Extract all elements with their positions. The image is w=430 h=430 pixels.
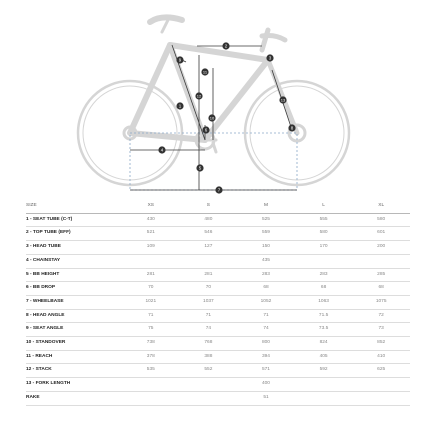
table-row (26, 323, 410, 337)
row-label: 9 - SEAT ANGLE (26, 323, 122, 337)
row-label: 2 - TOP TUBE (EFF) (26, 227, 122, 241)
cell-value: 51 (237, 391, 295, 405)
row-label: RAKE (26, 391, 122, 405)
cell-value: 1037 (180, 295, 238, 309)
svg-text:4: 4 (160, 147, 164, 153)
marker-6 (202, 126, 209, 133)
cell-value: 127 (180, 241, 238, 255)
table-row (26, 337, 410, 351)
marker-3 (266, 54, 273, 61)
marker-13 (279, 96, 286, 103)
row-label: 7 - WHEELBASE (26, 295, 122, 309)
cell-value (122, 391, 180, 405)
marker-4 (158, 146, 165, 153)
cell-value: 70 (122, 282, 180, 296)
marker-11 (201, 68, 208, 75)
marker-8 (288, 124, 295, 131)
marker-7 (215, 186, 222, 193)
cell-value: 410 (352, 350, 410, 364)
row-label: 8 - HEAD ANGLE (26, 309, 122, 323)
cell-value: 150 (237, 241, 295, 255)
header-m: M (237, 200, 295, 213)
cell-value (352, 378, 410, 392)
cell-value: 601 (352, 227, 410, 241)
svg-text:12: 12 (196, 93, 202, 99)
geometry-table (26, 200, 410, 406)
table-row (26, 227, 410, 241)
row-label: 13 - FORK LENGTH (26, 378, 122, 392)
svg-text:1: 1 (178, 103, 182, 109)
svg-text:6: 6 (204, 127, 208, 133)
header-size: SIZE (26, 200, 122, 213)
row-label: 5 - BB HEIGHT (26, 268, 122, 282)
cell-value: 73 (352, 323, 410, 337)
cell-value: 170 (295, 241, 353, 255)
cell-value: 75 (122, 323, 180, 337)
cell-value: 430 (122, 213, 180, 227)
svg-text:9: 9 (178, 57, 182, 63)
cell-value: 800 (237, 337, 295, 351)
cell-value (180, 391, 238, 405)
table-header-row (26, 200, 410, 213)
cell-value: 559 (237, 227, 295, 241)
svg-text:5: 5 (198, 165, 202, 171)
cell-value (352, 254, 410, 268)
cell-value: 1075 (352, 295, 410, 309)
cell-value: 405 (295, 350, 353, 364)
cell-value: 1052 (237, 295, 295, 309)
cell-value: 109 (122, 241, 180, 255)
marker-12 (195, 92, 202, 99)
cell-value: 281 (122, 268, 180, 282)
svg-text:3: 3 (268, 55, 272, 61)
marker-9 (176, 56, 183, 63)
cell-value (122, 378, 180, 392)
row-label: 12 - STACK (26, 364, 122, 378)
cell-value: 74 (237, 323, 295, 337)
cell-value: 852 (352, 337, 410, 351)
table-body (26, 213, 410, 405)
cell-value: 200 (352, 241, 410, 255)
header-s: S (180, 200, 238, 213)
row-label: 4 - CHAINSTAY (26, 254, 122, 268)
cell-value: 525 (237, 213, 295, 227)
cell-value (352, 391, 410, 405)
cell-value: 71 (180, 309, 238, 323)
cell-value: 1021 (122, 295, 180, 309)
cell-value: 68 (237, 282, 295, 296)
svg-text:13: 13 (280, 97, 286, 103)
cell-value: 285 (352, 268, 410, 282)
row-label: 6 - BB DROP (26, 282, 122, 296)
table-row (26, 391, 410, 405)
svg-text:2: 2 (224, 43, 228, 49)
cell-value: 592 (295, 364, 353, 378)
cell-value: 378 (122, 350, 180, 364)
cell-value: 68 (295, 282, 353, 296)
row-label: 11 - REACH (26, 350, 122, 364)
header-xs: XS (122, 200, 180, 213)
table-row (26, 364, 410, 378)
svg-text:7: 7 (217, 187, 221, 193)
table-row (26, 254, 410, 268)
header-xl: XL (352, 200, 410, 213)
bike-geometry-diagram (0, 0, 430, 200)
cell-value: 394 (237, 350, 295, 364)
row-label: 3 - HEAD TUBE (26, 241, 122, 255)
marker-5 (196, 164, 203, 171)
row-label: 10 - STANDOVER (26, 337, 122, 351)
cell-value: 388 (180, 350, 238, 364)
cell-value: 555 (295, 213, 353, 227)
marker-2 (222, 42, 229, 49)
table-row (26, 309, 410, 323)
cell-value: 738 (122, 337, 180, 351)
table-row (26, 241, 410, 255)
cell-value: 283 (295, 268, 353, 282)
svg-text:10: 10 (209, 115, 215, 121)
marker-10 (208, 114, 215, 121)
cell-value (180, 378, 238, 392)
cell-value (295, 391, 353, 405)
cell-value: 71.5 (295, 309, 353, 323)
cell-value: 73.5 (295, 323, 353, 337)
cell-value: 580 (295, 227, 353, 241)
table-row (26, 282, 410, 296)
cell-value (295, 254, 353, 268)
table-row (26, 350, 410, 364)
row-label: 1 - SEAT TUBE (C-T) (26, 213, 122, 227)
cell-value: 625 (352, 364, 410, 378)
cell-value: 435 (237, 254, 295, 268)
table-row (26, 268, 410, 282)
cell-value (180, 254, 238, 268)
cell-value (295, 378, 353, 392)
cell-value: 74 (180, 323, 238, 337)
cell-value: 71 (122, 309, 180, 323)
table-row (26, 213, 410, 227)
cell-value: 768 (180, 337, 238, 351)
cell-value: 70 (180, 282, 238, 296)
table-row (26, 378, 410, 392)
header-l: L (295, 200, 353, 213)
cell-value: 71 (237, 309, 295, 323)
cell-value: 546 (180, 227, 238, 241)
bike-frame (130, 17, 297, 152)
cell-value: 72 (352, 309, 410, 323)
cell-value: 281 (180, 268, 238, 282)
marker-1 (176, 102, 183, 109)
cell-value: 400 (237, 378, 295, 392)
cell-value: 480 (180, 213, 238, 227)
svg-text:11: 11 (202, 69, 208, 75)
cell-value: 68 (352, 282, 410, 296)
cell-value (122, 254, 180, 268)
cell-value: 824 (295, 337, 353, 351)
cell-value: 571 (237, 364, 295, 378)
svg-text:8: 8 (290, 125, 294, 131)
cell-value: 521 (122, 227, 180, 241)
cell-value: 552 (180, 364, 238, 378)
cell-value: 580 (352, 213, 410, 227)
table-row (26, 295, 410, 309)
cell-value: 283 (237, 268, 295, 282)
cell-value: 1063 (295, 295, 353, 309)
cell-value: 535 (122, 364, 180, 378)
